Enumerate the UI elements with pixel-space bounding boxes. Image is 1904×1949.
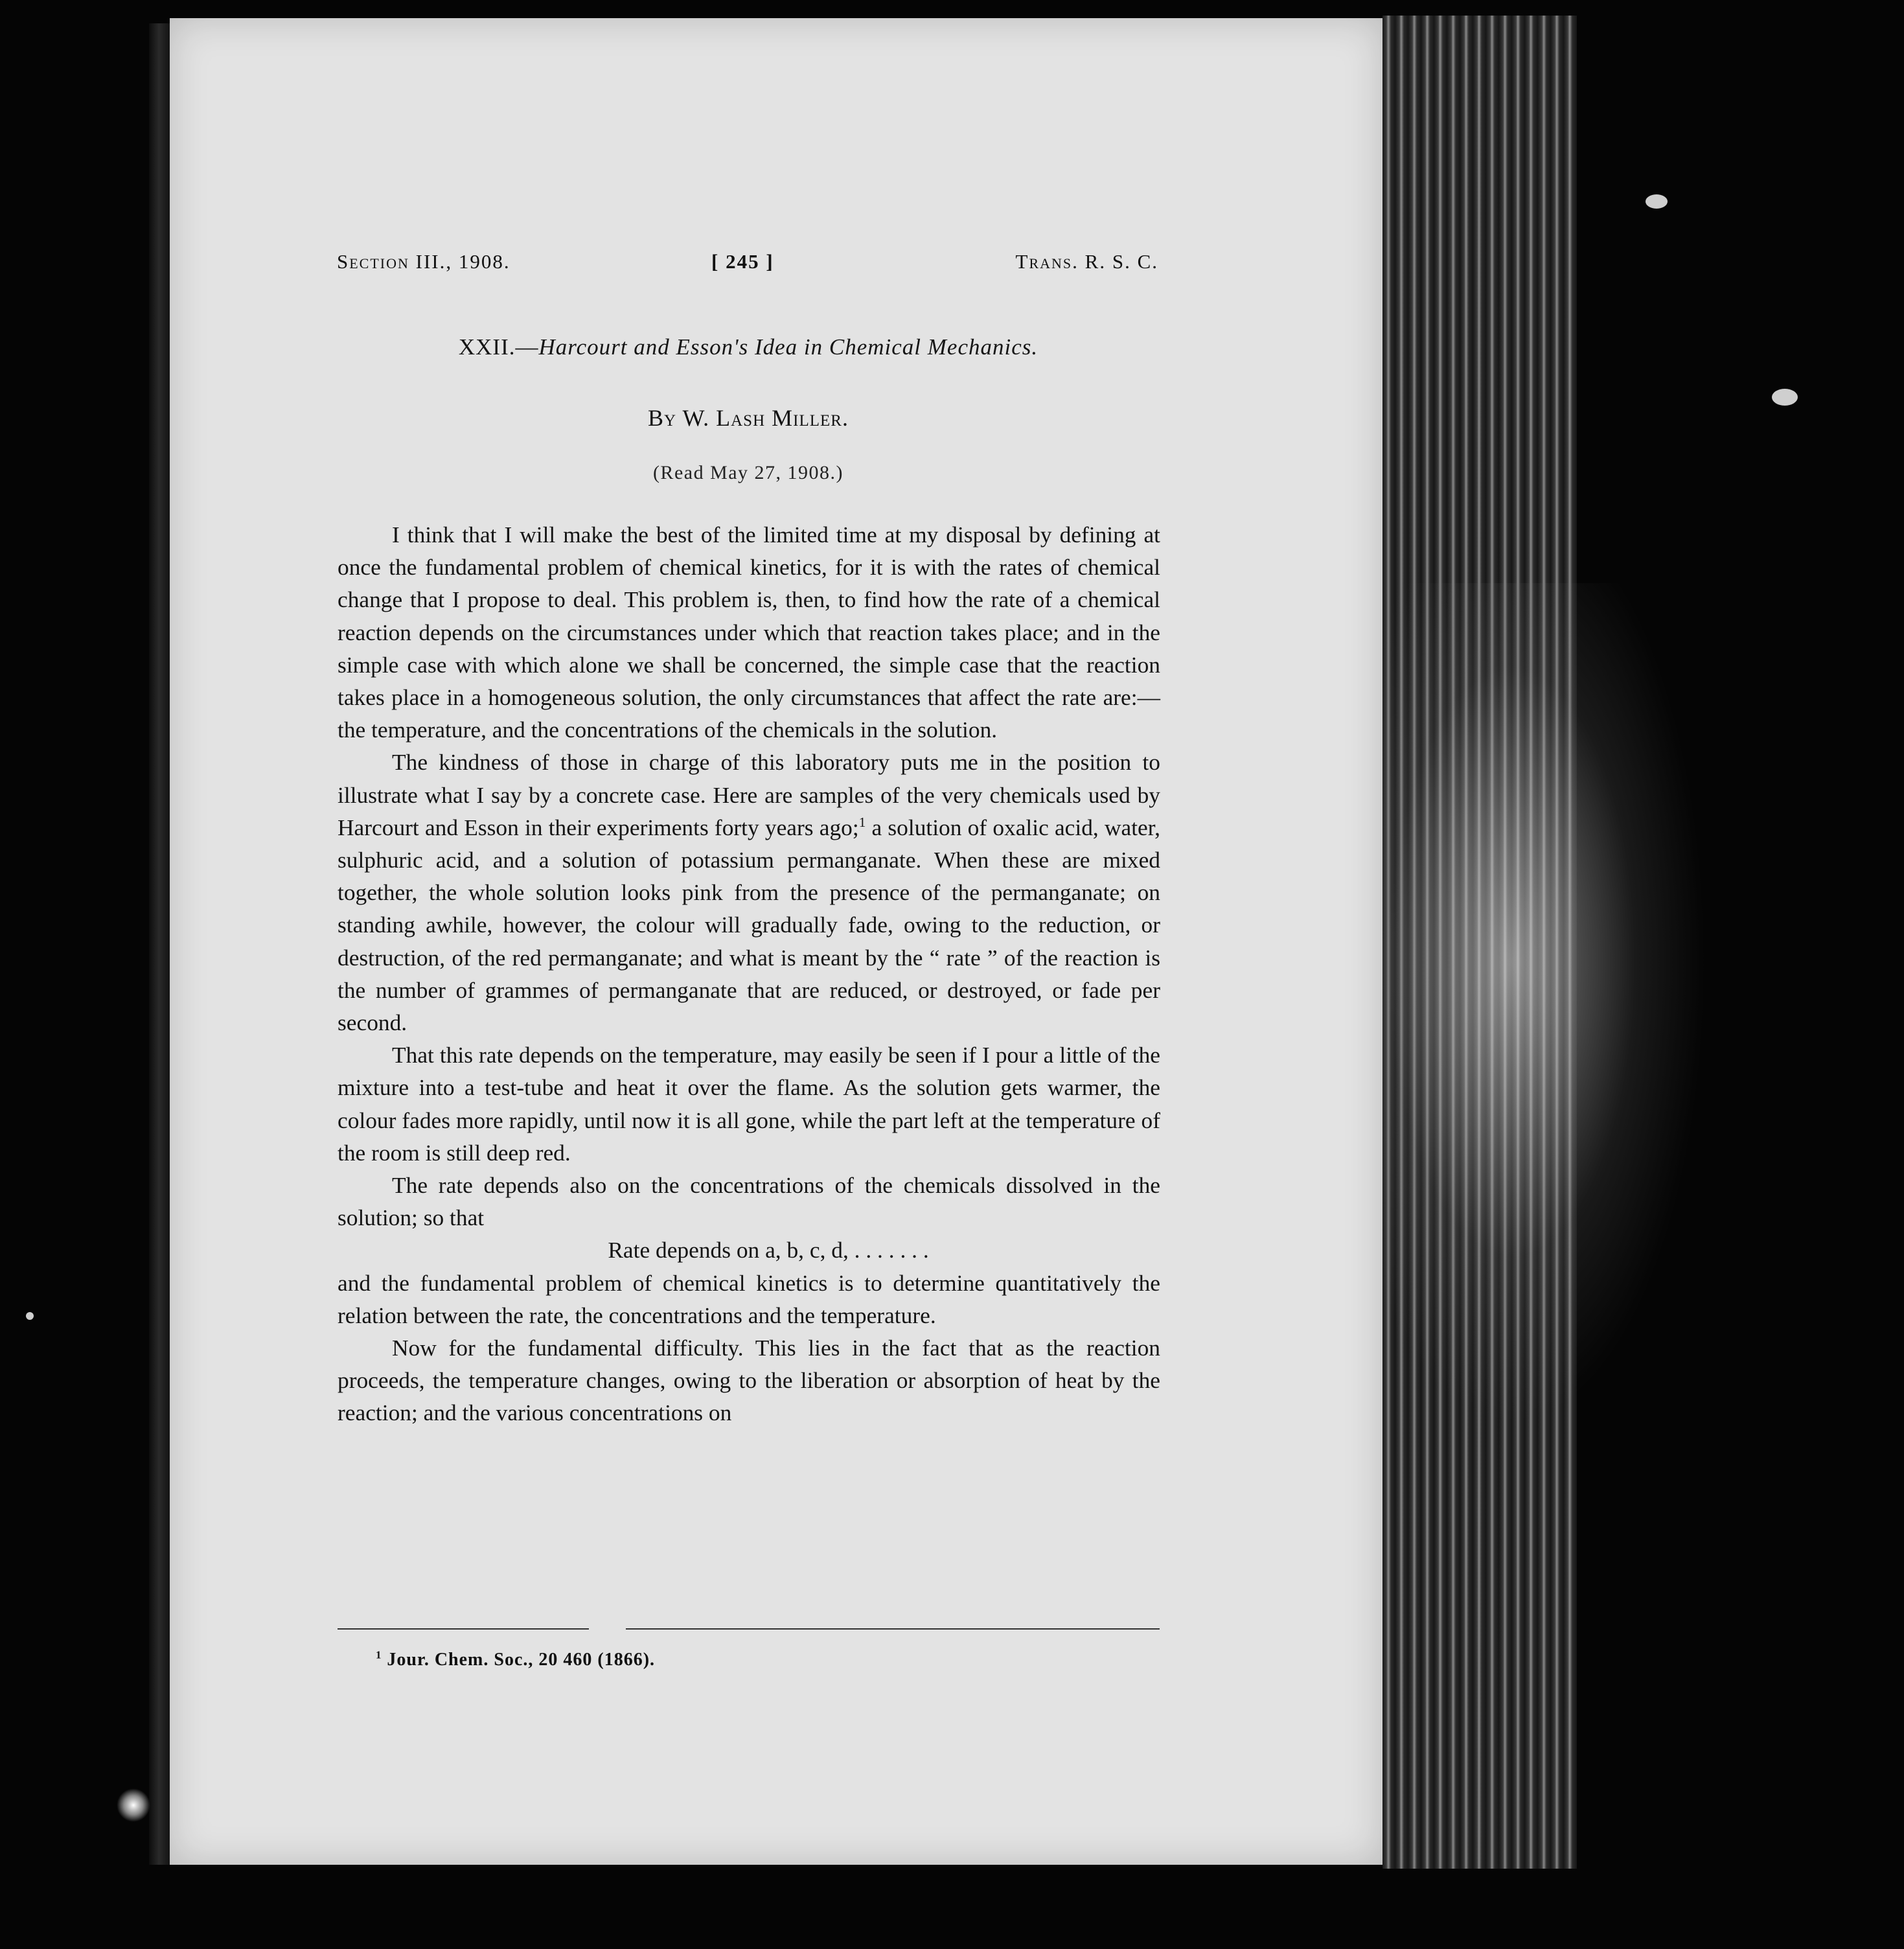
formula-line: Rate depends on a, b, c, d, . . . . . . . — [608, 1237, 929, 1263]
paragraph-text: The kindness of those in charge of this laboratory puts me in the position to illustrate what I say by a concrete case. Here are samples of the very chemicals used by Harcourt and Esson in their experiments forty years ago; — [338, 749, 1160, 840]
running-header-journal: Trans. R. S. C. — [1015, 250, 1158, 273]
book-binding-edge — [149, 23, 171, 1865]
paragraph: I think that I will make the best of the limited time at my disposal by defining at once the fundamental problem of chemical kinetics, for it is with the rates of chemical change that I propose to deal. This problem is, then, to find how the rate of a chemical reaction depends on the circumstances under which that reaction takes place; and in the simple case with which alone we shall be concerned, the simple case that the reaction takes place in a homogeneous solution, the only circumstances that affect the rate are:—the temperature, and the concentrations of the chemicals in the solution. — [338, 522, 1160, 743]
paragraph: That this rate depends on the temperature, may easily be seen if I pour a little of the mixture into a test-tube and heat it over the flame. As the solution gets warmer, the colour fades more rapidly, until now it is all gone, while the part left at the temperature of the room is still deep red. — [338, 1042, 1160, 1166]
article-body — [338, 518, 1160, 1429]
article-title-text: Harcourt and Esson's Idea in Chemical Mechanics. — [538, 334, 1038, 360]
footnote — [376, 1650, 1024, 1670]
dust-speck — [117, 1788, 150, 1822]
footnote-text: Jour. Chem. Soc., 20 460 (1866). — [382, 1650, 656, 1670]
dust-speck — [26, 1312, 34, 1320]
footnote-ref: 1 — [858, 814, 866, 831]
dust-speck — [1646, 194, 1668, 209]
paragraph-text: a solution of oxalic acid, water, sulphuric acid, and a solution of potassium permanganate. When these are mixed together, the whole solution looks pink from the presence of the permanganate; on standing awhile, however, the colour will gradually fade, owing to the reduction, or destruction, of the red permanganate; and what is meant by the “ rate ” of the reaction is the number of grammes of permanganate that are reduced, or destroyed, or fade per second. — [338, 814, 1160, 1036]
article-author: By W. Lash Miller. — [648, 405, 849, 431]
dust-speck — [1772, 389, 1798, 406]
read-date: (Read May 27, 1908.) — [652, 462, 844, 483]
light-glare — [1382, 583, 1706, 1425]
article-title — [337, 334, 1160, 360]
running-header-section: Section III., 1908. — [337, 250, 510, 273]
page-number: [ 245 ] — [711, 250, 774, 273]
paragraph: and the fundamental problem of chemical kinetics is to determine quantitatively the relation between the rate, the concentrations and the temperature. — [338, 1269, 1160, 1328]
footnote-marker: 1 — [376, 1648, 382, 1661]
paragraph — [338, 746, 1160, 1039]
article-number: XXII.— — [458, 334, 539, 360]
footnote-rule — [338, 1628, 589, 1630]
paragraph: Now for the fundamental difficulty. This lies in the fact that as the reaction proceeds, the temperature changes, owing to the liberation or absorption of heat by the reaction; and the various concentrations on — [338, 1335, 1160, 1426]
paragraph: The rate depends also on the concentrations of the chemicals dissolved in the solution; so that — [338, 1172, 1160, 1231]
footnote-rule — [626, 1628, 1160, 1630]
